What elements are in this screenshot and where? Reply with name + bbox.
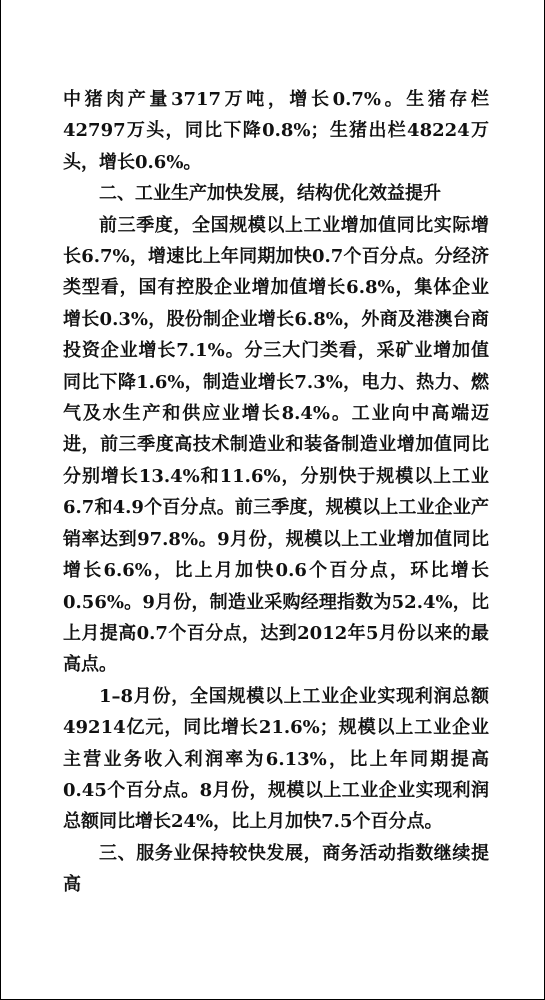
paragraph-industry-growth: 前三季度，全国规模以上工业增加值同比实际增长6.7%，增速比上年同期加快0.7个百分点。分经济类型看，国有控股企业增加值增长6.8%，集体企业增长0.3%，股份制企业增长6.8%，外商及港澳台商投资企业增长7.1%。分三大门类看，采矿业增加值同比下降1.6%，制造业增长7.3%，电力、热力、燃气及水生产和供应业增长8.4%。工业向中高端迈进，前三季度高技术制造业和装备制造业增加值同比分别增长13.4%和11.6%，分别快于规模以上工业6.7和4.9个百分点。前三季度，规模以上工业企业产销率达到97.8%。9月份，规模以上工业增加值同比增长6.6%，比上月加快0.6个百分点，环比增长0.56%。9月份，制造业采购经理指数为52.4%，比上月提高0.7个百分点，达到2012年5月份以来的最高点。 (63, 214, 489, 676)
body-text (63, 84, 489, 901)
paragraph-industry-profit: 1–8月份，全国规模以上工业企业实现利润总额49214亿元，同比增长21.6%；规模以上工业企业主营业务收入利润率为6.13%，比上年同期提高0.45个百分点。8月份，规模以上工业企业实现利润总额同比增长24%，比上月加快7.5个百分点。 (63, 685, 489, 833)
section-heading-industry: 二、工业生产加快发展，结构优化效益提升 (99, 183, 441, 205)
paragraph-livestock: 中猪肉产量3717万吨，增长0.7%。生猪存栏42797万头，同比下降0.8%；生猪出栏48224万头，增长0.6%。 (63, 89, 489, 173)
section-heading-services: 三、服务业保持较快发展，商务活动指数继续提高 (63, 842, 489, 896)
